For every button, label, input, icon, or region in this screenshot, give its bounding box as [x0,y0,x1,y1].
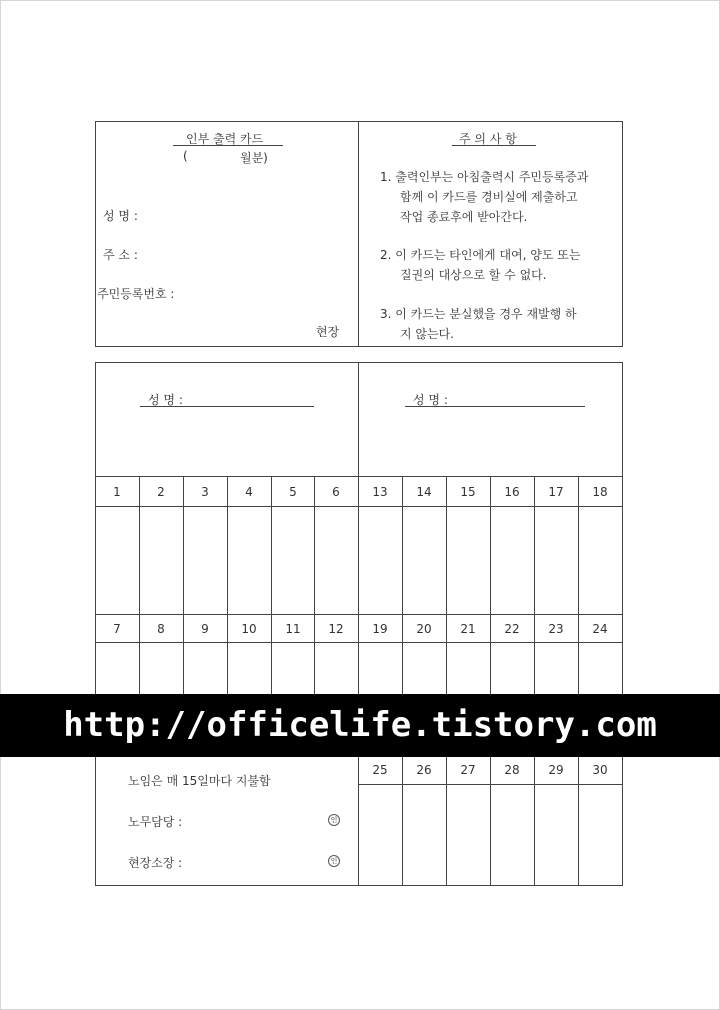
day-15: 15 [460,485,476,499]
grid-col-line [139,476,140,694]
day-14: 14 [416,485,432,499]
notice-line-2: 함께 이 카드를 경비실에 제출하고 [400,190,578,204]
day-22: 22 [504,622,520,636]
rrn-label: 주민등록번호 : [97,287,175,301]
wage-note: 노임은 매 15일마다 지불함 [128,774,271,788]
site-label: 현장 [316,325,340,339]
grid-row1-number-bottom [95,506,623,507]
day-10: 10 [241,622,257,636]
day-25: 25 [372,763,388,777]
grid-col-line [227,476,228,694]
attendance-right-name-label: 성 명 : [413,393,448,407]
grid-row1-top [95,476,623,477]
grid-col-line [534,476,535,886]
day-9: 9 [201,622,209,636]
name-label: 성 명 : [103,209,138,223]
notice-line-5: 질권의 대상으로 할 수 없다. [400,268,547,282]
card-title: 인부 출력 카드 [186,132,264,146]
day-16: 16 [504,485,520,499]
day-8: 8 [157,622,165,636]
card-top-divider [358,121,359,347]
notice-title: 주 의 사 항 [459,132,517,146]
day-1: 1 [113,485,121,499]
month-label: 월분) [240,151,268,165]
notice-line-1: 1. 출력인부는 아침출력시 주민등록증과 [380,170,589,184]
notice-line-3: 작업 종료후에 받아간다. [400,210,528,224]
address-label: 주 소 : [103,248,138,262]
day-28: 28 [504,763,520,777]
day-6: 6 [332,485,340,499]
day-12: 12 [328,622,344,636]
day-29: 29 [548,763,564,777]
day-17: 17 [548,485,564,499]
day-20: 20 [416,622,432,636]
watermark-banner [0,694,720,757]
seal-icon: 인 [328,814,340,826]
day-13: 13 [372,485,388,499]
notice-title-underline [452,145,536,146]
attendance-right-name-line [405,406,585,407]
attendance-left-name-line [140,406,314,407]
day-24: 24 [592,622,608,636]
day-27: 27 [460,763,476,777]
month-open: ( [183,149,188,163]
day-2: 2 [157,485,165,499]
notice-line-4: 2. 이 카드는 타인에게 대여, 양도 또는 [380,248,581,262]
day-4: 4 [245,485,253,499]
day-5: 5 [289,485,297,499]
day-18: 18 [592,485,608,499]
grid-col-line [578,476,579,886]
grid-col-line [446,476,447,886]
notice-line-7: 지 않는다. [400,327,454,341]
grid-col-line [183,476,184,694]
day-7: 7 [113,622,121,636]
labor-manager-label: 노무담당 : [128,815,183,829]
day-3: 3 [201,485,209,499]
watermark-url: http://officelife.tistory.com [63,705,657,745]
seal-icon: 인 [328,855,340,867]
grid-col-line [314,476,315,694]
card-title-underline [173,145,283,146]
day-21: 21 [460,622,476,636]
day-23: 23 [548,622,564,636]
notice-line-6: 3. 이 카드는 분실했을 경우 재발행 하 [380,307,577,321]
grid-col-line [271,476,272,694]
site-manager-label: 현장소장 : [128,856,183,870]
grid-col-line [490,476,491,886]
day-26: 26 [416,763,432,777]
grid-row2-top [95,614,623,615]
day-11: 11 [285,622,301,636]
attendance-left-name-label: 성 명 : [148,393,183,407]
day-30: 30 [592,763,608,777]
day-19: 19 [372,622,388,636]
grid-col-line [402,476,403,886]
grid-row2-number-bottom [95,642,623,643]
